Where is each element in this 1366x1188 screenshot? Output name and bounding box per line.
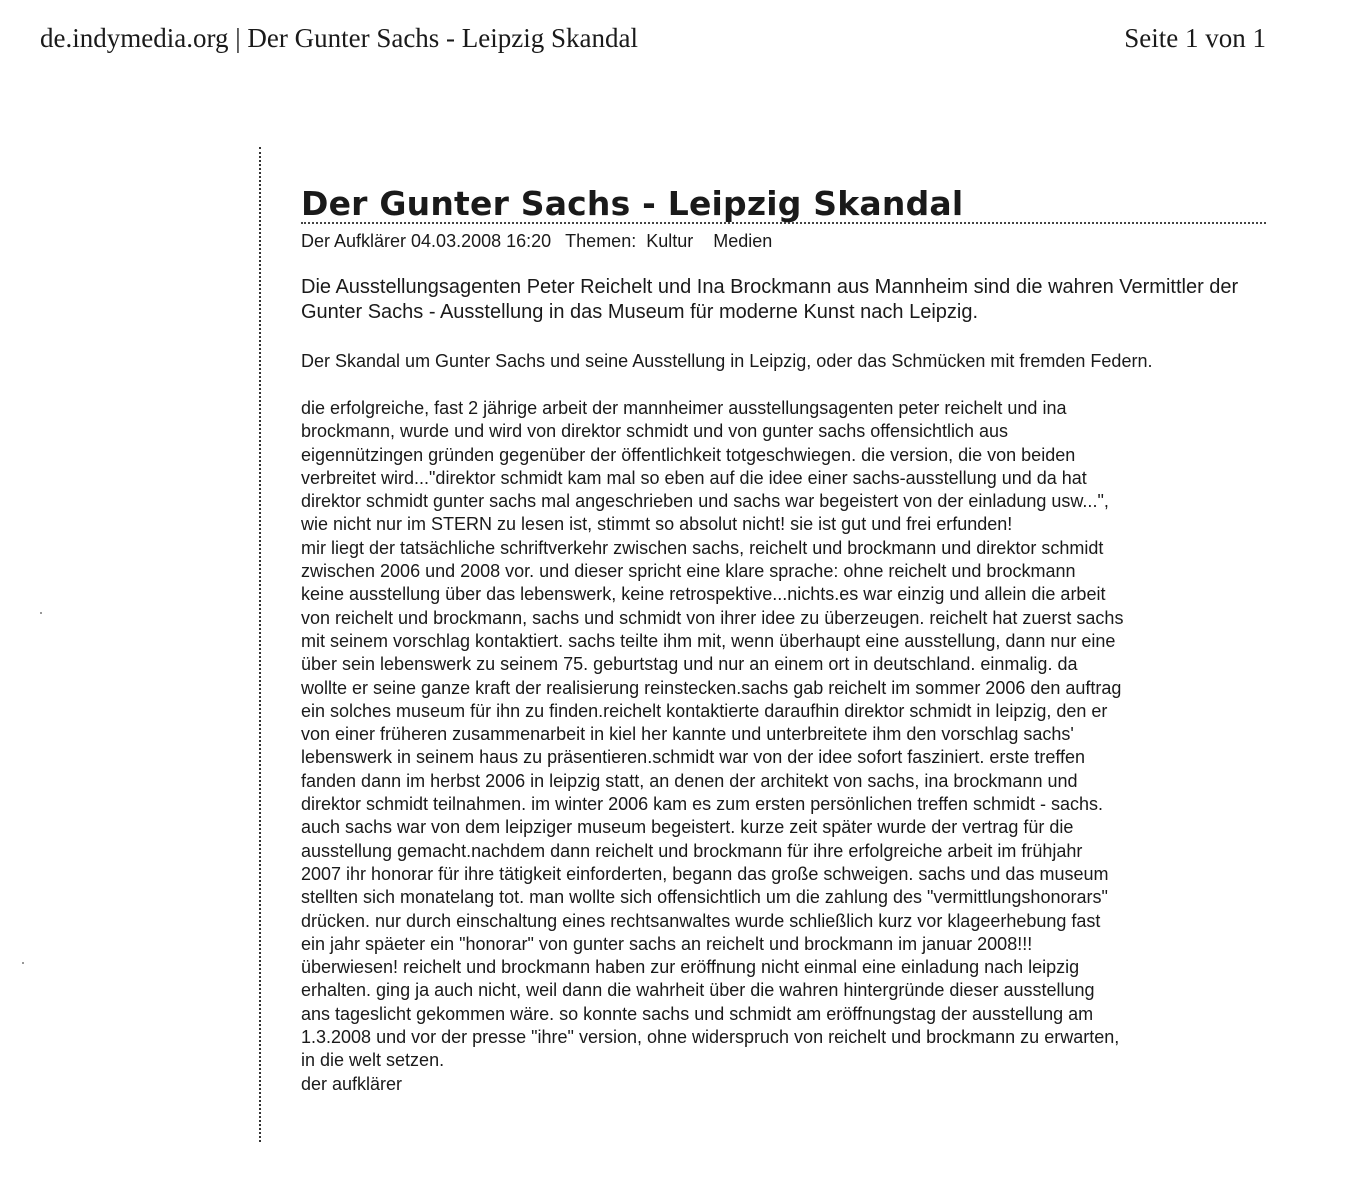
- body-line: mir liegt der tatsächliche schriftverkehr zwischen sachs, reichelt und brockmann und direktor schmidt: [301, 537, 1104, 558]
- scan-speck: [40, 612, 42, 614]
- body-line: ein solches museum für ihn zu finden.reichelt kontaktierte daraufhin direktor schmidt in leipzig, den er: [301, 700, 1108, 721]
- body-line: 1.3.2008 und vor der presse "ihre" version, ohne widerspruch von reichelt und brockmann zu erwarten,: [301, 1027, 1120, 1048]
- body-line: eigennützingen gründen gegenüber der öffentlichkeit totgeschwiegen. die version, die von beiden: [301, 444, 1076, 465]
- article-lead: Die Ausstellungsagenten Peter Reichelt und Ina Brockmann aus Mannheim sind die wahren Vermittler der Gunter Sachs - Ausstellung in das Museum für moderne Kunst nach Leipzig.: [301, 276, 1239, 323]
- themes-label: Themen:: [565, 231, 637, 251]
- left-dotted-rule: [259, 147, 261, 1142]
- body-line: fanden dann im herbst 2006 in leipzig statt, an denen der architekt von sachs, ina brockmann und: [301, 770, 1078, 791]
- body-line: auch sachs war von dem leipziger museum begeistert. kurze zeit später wurde der vertrag für die: [301, 817, 1074, 838]
- body-line: wollte er seine ganze kraft der realisierung reinstecken.sachs gab reichelt im sommer 2006 den auftrag: [301, 677, 1122, 698]
- theme-tag-kultur[interactable]: Kultur: [646, 231, 694, 251]
- body-line: direktor schmidt teilnahmen. im winter 2006 kam es zum ersten persönlichen treffen schmidt - sachs.: [301, 794, 1104, 815]
- body-line: brockmann, wurde und wird von direktor schmidt und von gunter sachs offensichtlich aus: [301, 421, 1009, 442]
- article: [301, 182, 1266, 1096]
- body-line: von reichelt und brockmann, sachs und schmidt von ihrer idee zu überzeugen. reichelt hat zuerst sachs: [301, 607, 1124, 628]
- body-line: ans tageslicht gekommen wäre. so konnte sachs und schmidt am eröffnungstag der ausstellung am: [301, 1003, 1094, 1024]
- body-line: drücken. nur durch einschaltung eines rechtsanwaltes wurde schließlich kurz vor klageerhebung fast: [301, 910, 1101, 931]
- body-line: 2007 ihr honorar für ihre tätigkeit einforderten, begann das große schweigen. sachs und das museum: [301, 863, 1109, 884]
- author-date: Der Aufklärer 04.03.2008 16:20: [301, 231, 552, 251]
- body-line: in die welt setzen.: [301, 1050, 445, 1071]
- scan-speck: [22, 962, 24, 964]
- body-line: über sein lebenswerk zu seinem 75. geburtstag und nur an einem ort in deutschland. einmalig. da: [301, 654, 1078, 675]
- body-line: ein jahr späeter ein "honorar" von gunter sachs an reichelt und brockmann im januar 2008!!!: [301, 933, 1033, 954]
- print-header-title: de.indymedia.org | Der Gunter Sachs - Leipzig Skandal: [40, 23, 638, 53]
- article-signature: der aufklärer: [301, 1073, 403, 1094]
- body-line: keine ausstellung über das lebenswerk, keine retrospektive...nichts.es war einzig und allein die arbeit: [301, 584, 1106, 605]
- article-intro: Der Skandal um Gunter Sachs und seine Ausstellung in Leipzig, oder das Schmücken mit fremden Federn.: [301, 351, 1153, 371]
- article-title: Der Gunter Sachs - Leipzig Skandal: [301, 184, 964, 223]
- body-line: von einer früheren zusammenarbeit in kiel her kannte und unterbreitete ihm den vorschlag sachs': [301, 724, 1074, 745]
- body-line: wie nicht nur im STERN zu lesen ist, stimmt so absolut nicht! sie ist gut und frei erfunden!: [301, 514, 1013, 535]
- body-line: die erfolgreiche, fast 2 jährige arbeit der mannheimer ausstellungsagenten peter reichelt und ina: [301, 398, 1067, 418]
- body-line: verbreitet wird..."direktor schmidt kam mal so eben auf die idee einer sachs-ausstellung und da hat: [301, 467, 1087, 488]
- body-line: stellten sich monatelang tot. man wollte sich offensichtlich um die zahlung des "vermittlungshonorars": [301, 887, 1108, 908]
- body-line: zwischen 2006 und 2008 vor. und dieser spricht eine klare sprache: ohne reichelt und brockmann: [301, 561, 1076, 582]
- theme-tag-medien[interactable]: Medien: [713, 231, 773, 251]
- article-body: [301, 397, 1266, 1073]
- body-line: mit seinem vorschlag kontaktiert. sachs teilte ihm mit, wenn überhaupt eine ausstellung, dann nur eine: [301, 630, 1116, 651]
- body-line: direktor schmidt gunter sachs mal angeschrieben und sachs war begeistert von der einladung usw...",: [301, 491, 1109, 512]
- body-line: überwiesen! reichelt und brockmann haben zur eröffnung nicht einmal eine einladung nach leipzig: [301, 957, 1080, 978]
- article-meta: [301, 230, 1266, 252]
- print-header-page-number: Seite 1 von 1: [1124, 23, 1266, 53]
- body-line: lebenswerk in seinem haus zu präsentieren.schmidt war von der idee sofort fasziniert. erste treffen: [301, 747, 1086, 768]
- body-line: ausstellung gemacht.nachdem dann reichelt und brockmann für ihre erfolgreiche arbeit im frühjahr: [301, 840, 1083, 861]
- body-line: erhalten. ging ja auch nicht, weil dann die wahrheit über die wahren hintergründe dieser ausstellung: [301, 980, 1095, 1001]
